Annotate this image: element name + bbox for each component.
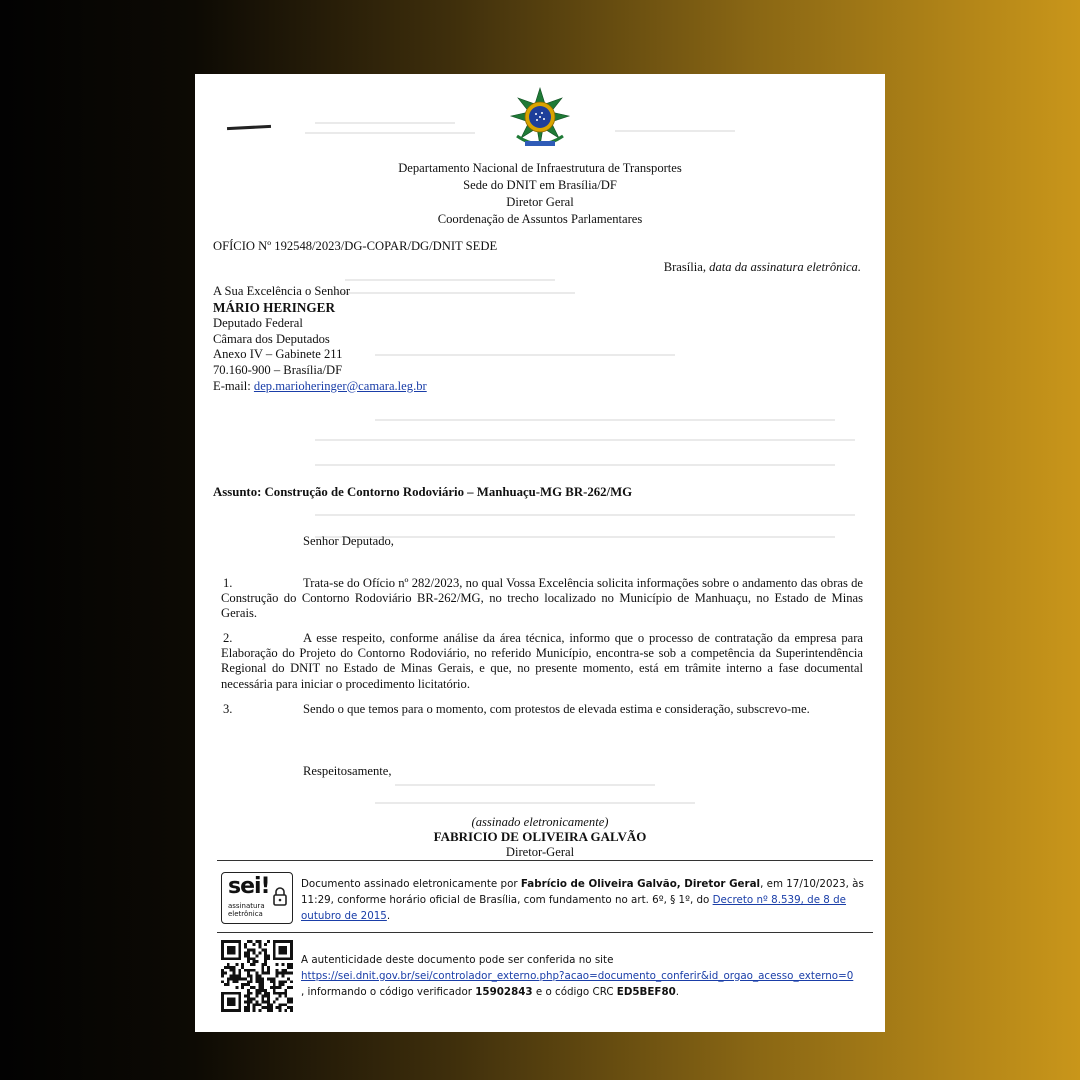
letterhead-line: Coordenação de Assuntos Parlamentares [437, 212, 643, 226]
authenticity-notice [301, 952, 867, 1000]
lock-icon [272, 886, 288, 906]
place: Brasília, [663, 260, 710, 274]
closing: Respeitosamente, [303, 764, 392, 778]
notice-signer: Fabrício de Oliveira Galvão, Diretor Geral [520, 878, 761, 890]
recipient-org: Câmara dos Deputados [213, 331, 330, 346]
recipient-block [213, 284, 427, 394]
greeting: Senhor Deputado, [303, 534, 394, 548]
signature-block [195, 815, 885, 859]
letterhead-line: Departamento Nacional de Infraestrutura de Transportes [398, 161, 682, 175]
notice-text: . [386, 910, 391, 922]
sei-logo-caption-line: eletrônica [228, 909, 263, 918]
letterhead-line: Sede do DNIT em Brasília/DF [463, 178, 617, 192]
paragraph-number: 2. [223, 631, 233, 645]
notice-text: Documento assinado eletronicamente por [301, 878, 521, 890]
recipient-name: MÁRIO HERINGER [213, 299, 335, 315]
sei-logo-caption-line: assinatura [228, 902, 265, 910]
recipient-office: Anexo IV – Gabinete 211 [213, 347, 343, 362]
decree-link[interactable]: Decreto nº 8.539, de 8 de outubro de 2015 [301, 894, 847, 922]
subject-line: Assunto: Construção de Contorno Rodoviário – Manhuaçu-MG BR-262/MG [213, 485, 633, 499]
recipient-role: Deputado Federal [213, 316, 303, 331]
auth-text-line: A autenticidade deste documento pode ser conferida no site [301, 954, 614, 966]
crc-code: ED5BEF80 [616, 986, 676, 998]
brazil-coat-of-arms-icon [507, 86, 573, 154]
sei-logo-caption [228, 903, 265, 918]
auth-text: , informando o código verificador [301, 986, 476, 998]
divider [217, 860, 873, 861]
paragraph-text: Sendo o que temos para o momento, com protestos de elevada estima e consideração, subscrevo-me. [303, 702, 810, 716]
paragraph-text: Trata-se do Ofício nº 282/2023, no qual Vossa Excelência solicita informações sobre o andamento das obras de Construção do Contorno Rodoviário BR-262/MG, no trecho localizado no Município de Manhuaçu, no Estado de Minas Gerais. [221, 576, 863, 621]
paragraph [221, 702, 863, 717]
notice-text: , em 17/10/2023, às 11:29, conforme horário oficial de Brasília, com fundamento no art. 6º, § 1º, do [301, 878, 864, 906]
sei-logo-word: sei! [228, 874, 270, 899]
pen-mark [227, 125, 271, 130]
signer-name: FABRICIO DE OLIVEIRA GALVÃO [433, 828, 647, 844]
verifier-code: 15902843 [475, 986, 533, 998]
qr-code[interactable] [221, 940, 293, 1012]
paragraph-text: A esse respeito, conforme análise da área técnica, informo que o processo de contratação da empresa para Elaboração do Projeto do Contorno Rodoviário, no referido Município, encontra-se sob a competência da Superintendência Regional do DNIT no Estado de Minas Gerais, e que, no presente momento, está em trâmite interno a fase documental necessária para iniciar o procedimento licitatório. [221, 631, 863, 691]
paragraph [221, 576, 863, 622]
auth-text: e o código CRC [532, 986, 617, 998]
document-page [195, 74, 885, 1032]
signer-title: Diretor-Geral [505, 844, 575, 859]
letterhead-line: Diretor Geral [506, 195, 574, 209]
paragraph-number: 3. [223, 702, 233, 716]
oficio-number: OFÍCIO Nº 192548/2023/DG-COPAR/DG/DNIT SEDE [213, 239, 498, 253]
email-link[interactable]: dep.marioheringer@camara.leg.br [253, 378, 427, 393]
auth-text: . [675, 986, 680, 998]
paragraph [221, 631, 863, 692]
recipient-salutation: A Sua Excelência o Senhor [213, 284, 351, 298]
paragraph-number: 1. [223, 576, 233, 590]
signature-note: (assinado eletronicamente) [471, 815, 609, 829]
recipient-postal: 70.160-900 – Brasília/DF [213, 362, 343, 377]
verification-url-link[interactable]: https://sei.dnit.gov.br/sei/controlador_externo.php?acao=documento_conferir&id_orgao_acesso_externo=0 [301, 970, 854, 982]
letterhead [195, 160, 885, 228]
email-label: E-mail: [213, 378, 254, 393]
date-text: data da assinatura eletrônica. [709, 260, 861, 274]
signature-notice [301, 876, 867, 924]
place-date [664, 260, 861, 275]
divider [217, 932, 873, 933]
sei-logo [221, 872, 293, 924]
